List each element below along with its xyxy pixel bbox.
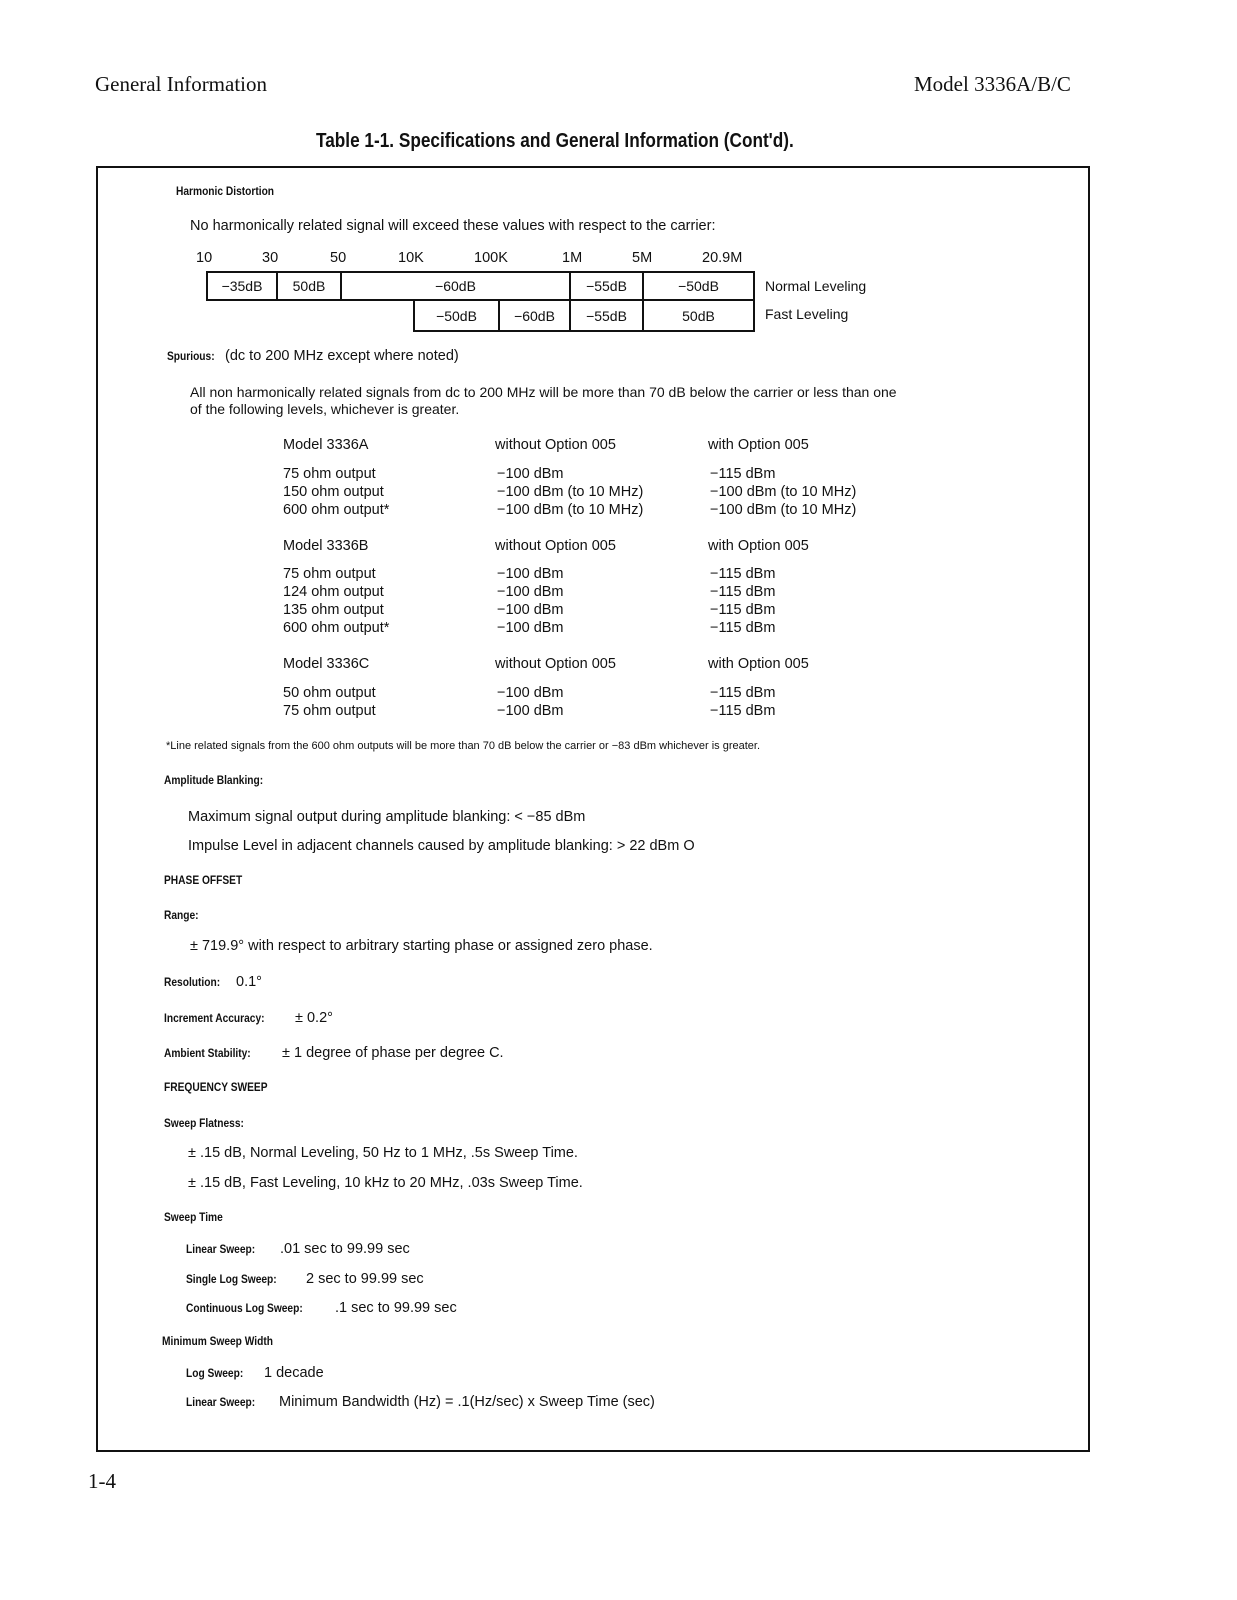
model-name: Model 3336B (283, 538, 369, 554)
linear-sweep-width-value: Minimum Bandwidth (Hz) = .1(Hz/sec) x Sweep Time (sec) (279, 1394, 655, 1410)
phase-offset-heading: PHASE OFFSET (164, 873, 243, 887)
running-header-right: Model 3336A/B/C (914, 72, 1071, 96)
increment-accuracy-row (164, 1009, 333, 1027)
harmonic-distortion-text: No harmonically related signal will exceed these values with respect to the carrier: (190, 218, 716, 234)
freq-tick: 50 (330, 250, 347, 266)
linear-sweep-time-row (186, 1240, 410, 1258)
model-name: Model 3336C (283, 656, 370, 672)
log-sweep-label: Log Sweep: (186, 1366, 244, 1380)
normal-leveling-label: Normal Leveling (765, 278, 867, 294)
output-list: 75 ohm output 124 ohm output 135 ohm output 600 ohm output* (283, 566, 390, 636)
without-option-values: −100 dBm −100 dBm (to 10 MHz) −100 dBm (to 10 MHz) (497, 466, 644, 518)
sweep-flatness-label: Sweep Flatness: (164, 1116, 244, 1130)
ambient-stability-row (164, 1044, 504, 1062)
linear-sweep-time-value: .01 sec to 99.99 sec (280, 1241, 410, 1257)
spurious-note: (dc to 200 MHz except where noted) (225, 348, 459, 364)
normal-cell: −60dB (340, 271, 571, 301)
single-log-sweep-label: Single Log Sweep: (186, 1272, 277, 1286)
column-header: with Option 005 (708, 538, 809, 554)
freq-tick: 30 (262, 250, 279, 266)
spurious-heading (167, 347, 459, 365)
page-number: 1-4 (88, 1469, 116, 1493)
linear-sweep-time-label: Linear Sweep: (186, 1242, 256, 1256)
without-option-values: −100 dBm −100 dBm −100 dBm −100 dBm (497, 566, 564, 636)
increment-accuracy-value: ± 0.2° (295, 1010, 333, 1026)
increment-accuracy-label: Increment Accuracy: (164, 1011, 265, 1025)
harmonic-distortion-label: Harmonic Distortion (176, 184, 275, 198)
fast-cell: −50dB (413, 299, 500, 332)
ambient-stability-label: Ambient Stability: (164, 1046, 251, 1060)
freq-tick: 20.9M (702, 250, 743, 266)
column-header: without Option 005 (495, 656, 616, 672)
normal-cell: −50dB (642, 271, 755, 301)
continuous-log-sweep-value: .1 sec to 99.99 sec (335, 1300, 457, 1316)
single-log-sweep-value: 2 sec to 99.99 sec (306, 1271, 424, 1287)
spurious-label: Spurious: (167, 349, 215, 363)
fast-cell: −60dB (498, 299, 571, 332)
resolution-value: 0.1° (236, 974, 262, 990)
without-option-values: −100 dBm −100 dBm (497, 685, 564, 719)
spurious-footnote: *Line related signals from the 600 ohm outputs will be more than 70 dB below the carrier or −83 dBm whichever is greater. (166, 740, 761, 752)
output-list: 50 ohm output 75 ohm output (283, 685, 376, 719)
column-header: with Option 005 (708, 656, 809, 672)
frequency-sweep-heading: FREQUENCY SWEEP (164, 1080, 268, 1094)
with-option-values: −115 dBm −115 dBm −115 dBm −115 dBm (710, 566, 776, 636)
fast-cell: 50dB (642, 299, 755, 332)
ambient-stability-value: ± 1 degree of phase per degree C. (282, 1045, 504, 1061)
with-option-values: −115 dBm −100 dBm (to 10 MHz) −100 dBm (to 10 MHz) (710, 466, 857, 518)
spurious-text-line2: of the following levels, whichever is greater. (190, 401, 460, 417)
model-name: Model 3336A (283, 437, 369, 453)
single-log-sweep-row (186, 1270, 424, 1288)
continuous-log-sweep-row (186, 1299, 457, 1317)
column-header: without Option 005 (495, 437, 616, 453)
freq-tick: 5M (632, 250, 653, 266)
output-list: 75 ohm output 150 ohm output 600 ohm output* (283, 466, 390, 518)
column-header: with Option 005 (708, 437, 809, 453)
range-text: ± 719.9° with respect to arbitrary starting phase or assigned zero phase. (190, 938, 653, 954)
freq-tick: 10K (398, 250, 424, 266)
running-header-left: General Information (95, 72, 268, 96)
freq-tick: 100K (474, 250, 508, 266)
log-sweep-row (186, 1364, 324, 1382)
column-header: without Option 005 (495, 538, 616, 554)
minimum-sweep-width-label: Minimum Sweep Width (162, 1334, 273, 1348)
freq-tick: 1M (562, 250, 583, 266)
amplitude-blanking-line1: Maximum signal output during amplitude blanking: < −85 dBm (188, 809, 586, 825)
table-title: Table 1-1. Specifications and General Information (Cont'd). (316, 130, 794, 152)
fast-leveling-label: Fast Leveling (765, 306, 849, 322)
amplitude-blanking-line2: Impulse Level in adjacent channels caused by amplitude blanking: > 22 dBm O (188, 838, 695, 854)
normal-cell: 50dB (276, 271, 342, 301)
sweep-time-label: Sweep Time (164, 1210, 223, 1224)
linear-sweep-width-label: Linear Sweep: (186, 1395, 256, 1409)
freq-tick: 10 (196, 250, 213, 266)
range-label: Range: (164, 908, 199, 922)
linear-sweep-width-row (186, 1393, 655, 1411)
fast-cell: −55dB (569, 299, 644, 332)
continuous-log-sweep-label: Continuous Log Sweep: (186, 1301, 303, 1315)
spurious-text-line1: All non harmonically related signals from dc to 200 MHz will be more than 70 dB below the carrier or less than one (190, 384, 897, 400)
normal-cell: −35dB (206, 271, 278, 301)
resolution-row (164, 973, 262, 991)
log-sweep-value: 1 decade (264, 1365, 324, 1381)
normal-cell: −55dB (569, 271, 644, 301)
amplitude-blanking-label: Amplitude Blanking: (164, 773, 264, 787)
sweep-flatness-line2: ± .15 dB, Fast Leveling, 10 kHz to 20 MHz, .03s Sweep Time. (188, 1175, 583, 1191)
sweep-flatness-line1: ± .15 dB, Normal Leveling, 50 Hz to 1 MHz, .5s Sweep Time. (188, 1145, 578, 1161)
with-option-values: −115 dBm −115 dBm (710, 685, 776, 719)
resolution-label: Resolution: (164, 975, 221, 989)
